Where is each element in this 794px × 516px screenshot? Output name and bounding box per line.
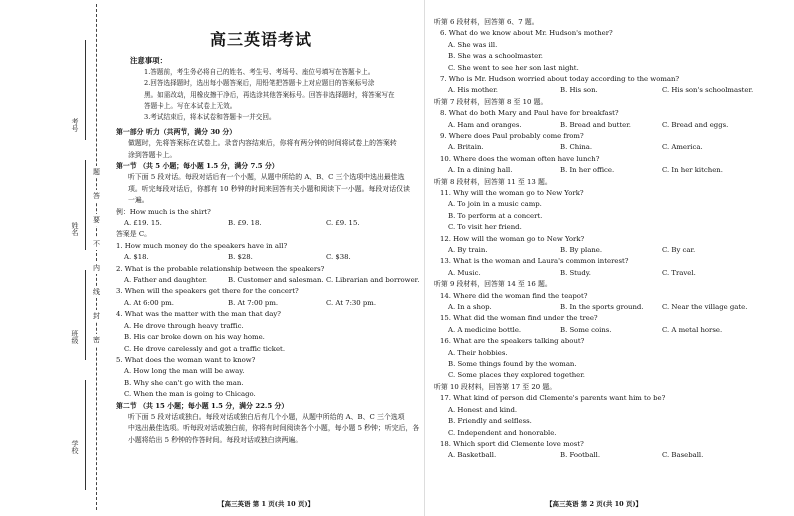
page-1-column	[116, 0, 420, 516]
seal-line	[96, 4, 97, 510]
part1-intro	[116, 138, 406, 161]
section1-intro	[116, 172, 410, 206]
intro-line: 做题时，先将答案标在试卷上。录音内容结束后，你将有两分钟的时间将试卷上的答案转	[128, 139, 397, 148]
option: A. She was ill.	[448, 40, 498, 49]
seal-char: 不	[93, 240, 100, 248]
intro-line: 涂到答题卡上。	[128, 150, 177, 159]
options-row	[440, 302, 780, 313]
question-text: 10. Where does the woman often have lunch?	[440, 154, 600, 163]
seal-char: 答	[93, 192, 100, 200]
option: B. In the sports ground.	[560, 303, 644, 312]
option: B. £9. 18.	[228, 219, 262, 228]
option: C. Librarian and borrower.	[326, 276, 420, 285]
option: B. Bread and butter.	[560, 120, 631, 129]
option: A. In a dining hall.	[448, 166, 513, 175]
option: C. Some places they explored together.	[448, 371, 585, 380]
intro-line: 一遍。	[128, 196, 149, 205]
options-row	[440, 120, 780, 131]
option: B. Football.	[560, 451, 601, 460]
question-list	[434, 17, 780, 462]
listening-material-heading: 听第 7 段材料，回答第 8 至 10 题。	[434, 97, 548, 106]
question-text: 5. What does the woman want to know?	[116, 355, 256, 364]
notice-line: 黑。如需改动，用橡皮擦干净后，再选涂其他答案标号。回答非选择题时，将答案写在	[144, 90, 395, 99]
options-row	[440, 85, 780, 96]
option: A. In a shop.	[448, 303, 492, 312]
option: A. Honest and kind.	[448, 405, 518, 414]
option: A. Britain.	[448, 143, 484, 152]
option: B. His son.	[560, 86, 598, 95]
options-row	[440, 142, 780, 153]
options-row	[116, 275, 420, 286]
question-text: 16. What are the speakers talking about?	[440, 337, 585, 346]
option: A. How long the man will be away.	[124, 367, 245, 376]
seal-char: 封	[93, 312, 100, 320]
binding-margin	[0, 0, 100, 516]
seal-char: 线	[93, 288, 100, 296]
section2-heading: 第二节 （共 15 小题；每小题 1.5 分，满分 22.5 分）	[116, 401, 289, 410]
option: C. When the man is going to Chicago.	[124, 390, 256, 399]
options-row	[440, 165, 780, 176]
option: C. His son's schoolmaster.	[662, 86, 754, 95]
page-2-footer: 【高三英语 第 2 页(共 10 页)】	[546, 500, 643, 508]
option: B. $28.	[228, 253, 253, 262]
option: A. £19. 15.	[124, 219, 162, 228]
kaohao-blank	[85, 40, 86, 140]
option: B. Study.	[560, 268, 591, 277]
notice-title: 注意事项：	[130, 56, 167, 66]
listening-material-heading: 听第 9 段材料，回答第 14 至 16 题。	[434, 280, 552, 289]
option: C. A metal horse.	[662, 325, 723, 334]
xingming-label: 姓名	[71, 222, 79, 236]
option: C. Independent and honorable.	[448, 428, 557, 437]
seal-char: 题	[93, 168, 100, 176]
option: A. Basketball.	[448, 451, 497, 460]
question-text: 9. Where does Paul probably come from?	[440, 132, 584, 141]
question-text: 15. What did the woman find under the tree?	[440, 314, 598, 323]
notice-line: 2.回答选择题时，选出每小题答案后，用铅笔把答题卡上对应题目的答案标号涂	[144, 79, 375, 88]
option: A. At 6:00 pm.	[124, 298, 174, 307]
kaohao-label: 考号	[71, 118, 79, 132]
intro-line: 听下面 5 段对话。每段对话后有一个小题，从题中所给的 A、B、C 三个选项中选出最佳选	[128, 173, 405, 182]
option: A. $18.	[124, 253, 149, 262]
example-options	[116, 218, 406, 229]
option: B. China.	[560, 143, 593, 152]
example-question: 例：How much is the shirt?	[116, 207, 211, 216]
question-list	[116, 241, 420, 401]
question-text: 6. What do we know about Mr. Hudson's mother?	[440, 29, 613, 38]
option: A. Ham and oranges.	[448, 120, 522, 129]
question-text: 3. When will the speakers get there for the concert?	[116, 287, 299, 296]
option: B. Friendly and selfless.	[448, 417, 532, 426]
listening-material-heading: 听第 8 段材料，回答第 11 至 13 题。	[434, 177, 552, 186]
notice-line: 1.答题前，考生务必将自己的姓名、考生号、考场号、座位号填写在答题卡上。	[144, 67, 375, 76]
question-text: 11. Why will the woman go to New York?	[440, 189, 584, 198]
intro-line: 中选出最佳选项。听每段对话或独白前，你将有时间阅读各个小题，每小题 5 秒钟；听完后，各	[128, 424, 420, 433]
option: C. $38.	[326, 253, 351, 262]
question-text: 13. What is the woman and Laura's common interest?	[440, 257, 629, 266]
option: B. By plane.	[560, 246, 603, 255]
option: B. Some things found by the woman.	[448, 360, 577, 369]
option: B. To perform at a concert.	[448, 211, 543, 220]
option: B. Some coins.	[560, 325, 612, 334]
question-text: 2. What is the probable relationship between the speakers?	[116, 264, 325, 273]
option: A. To join in a music camp.	[448, 200, 542, 209]
options-row	[440, 245, 780, 256]
option: C. At 7:30 pm.	[326, 298, 377, 307]
option: C. Near the village gate.	[662, 303, 748, 312]
banji-label: 班级	[71, 330, 79, 344]
options-row	[116, 298, 406, 309]
option: A. His mother.	[448, 86, 498, 95]
option: A. Music.	[448, 268, 481, 277]
page-divider	[424, 0, 425, 516]
option: C. America.	[662, 143, 703, 152]
question-text: 1. How much money do the speakers have in all?	[116, 241, 288, 250]
option: A. A medicine bottle.	[448, 325, 522, 334]
options-row	[440, 450, 780, 461]
listening-material-heading: 听第 10 段材料，回答第 17 至 20 题。	[434, 382, 557, 391]
notice-block	[116, 67, 406, 124]
page-2-column	[434, 0, 780, 516]
seal-char: 内	[93, 264, 100, 272]
option: C. In her kitchen.	[662, 166, 723, 175]
question-text: 8. What do both Mary and Paul have for breakfast?	[440, 109, 619, 118]
option: B. At 7:00 pm.	[228, 298, 279, 307]
intro-line: 项。听完每段对话后，你都有 10 秒钟的时间来回答有关小题和阅读下一小题。每段对话仅读	[128, 184, 410, 193]
options-row	[116, 252, 406, 263]
seal-char: 要	[93, 216, 100, 224]
example-answer: 答案是 C。	[116, 230, 152, 239]
question-text: 18. Which sport did Clemente love most?	[440, 439, 584, 448]
option: C. To visit her friend.	[448, 223, 522, 232]
question-text: 4. What was the matter with the man that day?	[116, 310, 281, 319]
section2-intro	[116, 412, 420, 446]
intro-line: 小题将给出 5 秒钟的作答时间。每段对话或独白读两遍。	[128, 435, 303, 444]
intro-line: 听下面 5 段对话或独白。每段对话或独白后有几个小题，从题中所给的 A、B、C 三个选项	[128, 412, 405, 421]
options-row	[440, 325, 780, 336]
page-1-footer: 【高三英语 第 1 页(共 10 页)】	[218, 500, 315, 508]
listening-material-heading: 听第 6 段材料，回答第 6、7 题。	[434, 18, 539, 26]
option: B. Why she can't go with the man.	[124, 378, 244, 387]
notice-line: 3.考试结束后，将本试卷和答题卡一并交回。	[144, 113, 276, 122]
question-text: 7. Who is Mr. Hudson worried about today according to the woman?	[440, 75, 680, 84]
part1-heading: 第一部分 听力（共两节，满分 30 分）	[116, 127, 237, 136]
seal-char: 密	[93, 336, 100, 344]
option: B. Customer and salesman.	[228, 276, 324, 285]
option: A. Father and daughter.	[124, 276, 208, 285]
xuexiao-blank	[85, 380, 86, 490]
option: C. She went to see her son last night.	[448, 63, 579, 72]
question-text: 12. How will the woman go to New York?	[440, 234, 585, 243]
option: A. He drove through heavy traffic.	[124, 321, 244, 330]
option: A. By train.	[448, 246, 488, 255]
section1-heading: 第一节 （共 5 小题；每小题 1.5 分，满分 7.5 分）	[116, 162, 279, 171]
option: C. He drove carelessly and got a traffic ticket.	[124, 344, 286, 353]
xuexiao-label: 学校	[71, 440, 79, 454]
exam-title: 高三英语考试	[209, 30, 312, 49]
option: C. Baseball.	[662, 451, 704, 460]
option: C. Travel.	[662, 268, 696, 277]
option: B. His car broke down on his way home.	[124, 333, 265, 342]
option: C. Bread and eggs.	[662, 120, 729, 129]
banji-blank	[85, 270, 86, 360]
option: C. £9. 15.	[326, 219, 360, 228]
question-text: 17. What kind of person did Clemente's parents want him to be?	[440, 394, 666, 403]
option: B. She was a schoolmaster.	[448, 52, 543, 61]
options-row	[440, 268, 780, 279]
option: C. By car.	[662, 246, 696, 255]
xingming-blank	[85, 160, 86, 250]
option: A. Their hobbies.	[448, 348, 508, 357]
option: B. In her office.	[560, 166, 615, 175]
question-text: 14. Where did the woman find the teapot?	[440, 291, 588, 300]
notice-line: 答题卡上。写在本试卷上无效。	[144, 102, 237, 111]
